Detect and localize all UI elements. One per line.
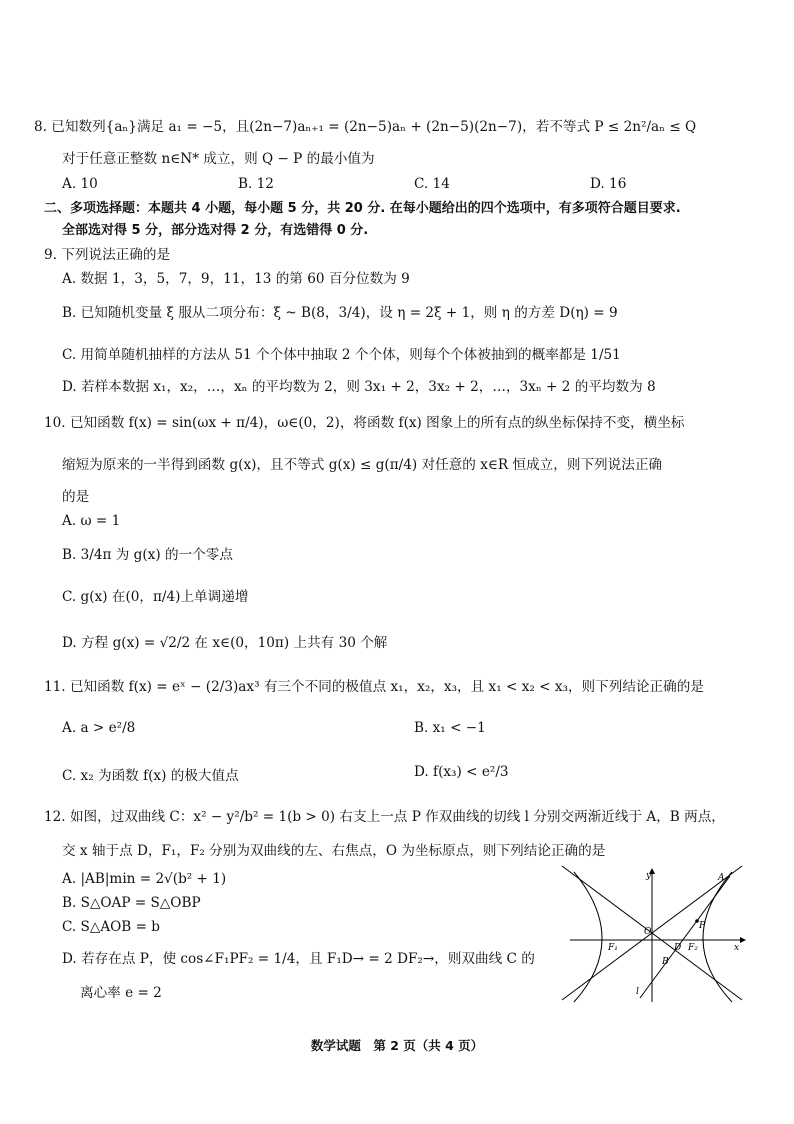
label-a: A bbox=[718, 873, 725, 883]
q9-stem: 9. 下列说法正确的是 bbox=[44, 247, 171, 263]
label-f1: F₁ bbox=[608, 943, 618, 953]
label-y: y bbox=[646, 871, 652, 881]
q9-option-c: C. 用简单随机抽样的方法从 51 个个体中抽取 2 个个体，则每个个体被抽到的概率都是 1/51 bbox=[62, 347, 621, 363]
q11-stem: 11. 已知函数 f(x) = eˣ − (2/3)ax³ 有三个不同的极值点 x₁，x₂，x₃，且 x₁ < x₂ < x₃，则下列结论正确的是 bbox=[44, 679, 704, 695]
q11-option-d: D. f(x₃) < e²/3 bbox=[414, 764, 509, 780]
q8-option-a: A. 10 bbox=[62, 176, 98, 192]
q12-option-d: D. 若存在点 P，使 cos∠F₁PF₂ = 1/4，且 F₁D→ = 2 DF₂→，则双曲线 C 的 bbox=[62, 951, 535, 967]
x-axis-arrow bbox=[740, 937, 746, 943]
q10-option-a: A. ω = 1 bbox=[62, 513, 121, 529]
label-x: x bbox=[734, 943, 740, 953]
q11-option-a: A. a > e²/8 bbox=[62, 720, 136, 736]
label-l: l bbox=[636, 987, 639, 997]
q12-option-c: C. S△AOB = b bbox=[62, 919, 161, 935]
q10-stem-cont: 缩短为原来的一半得到函数 g(x)，且不等式 g(x) ≤ g(π/4) 对任意的 x∈R 恒成立，则下列说法正确 bbox=[62, 457, 663, 473]
q8-stem: 8. 已知数列{aₙ}满足 a₁ = −5，且(2n−7)aₙ₊₁ = (2n−5)aₙ + (2n−5)(2n−7)，若不等式 P ≤ 2n²/aₙ ≤ Q bbox=[34, 119, 697, 135]
q9-option-b: B. 已知随机变量 ξ 服从二项分布：ξ ~ B(8，3/4)，设 η = 2ξ + 1，则 η 的方差 D(η) = 9 bbox=[62, 305, 618, 321]
q8-stem-cont: 对于任意正整数 n∈N* 成立，则 Q − P 的最小值为 bbox=[62, 151, 375, 167]
q8-option-b: B. 12 bbox=[238, 176, 274, 192]
label-p: P bbox=[699, 921, 706, 931]
q12-stem-cont: 交 x 轴于点 D，F₁，F₂ 分别为双曲线的左、右焦点，O 为坐标原点，则下列结论正确的是 bbox=[62, 843, 606, 859]
q12-stem: 12. 如图，过双曲线 C：x² − y²/b² = 1(b > 0) 右支上一点 P 作双曲线的切线 l 分别交两渐近线于 A，B 两点， bbox=[44, 809, 725, 825]
label-b: B bbox=[662, 957, 669, 967]
q11-option-c: C. x₂ 为函数 f(x) 的极大值点 bbox=[62, 768, 239, 784]
q8-option-c: C. 14 bbox=[414, 176, 450, 192]
page-footer: 数学试题 第 2 页（共 4 页） bbox=[310, 1038, 484, 1053]
q9-option-a: A. 数据 1，3，5，7，9，11，13 的第 60 百分位数为 9 bbox=[62, 271, 410, 287]
q10-stem: 10. 已知函数 f(x) = sin(ωx + π/4)，ω∈(0，2)，将函数 f(x) 图象上的所有点的纵坐标保持不变，横坐标 bbox=[44, 415, 685, 431]
q8-option-d: D. 16 bbox=[590, 176, 627, 192]
tangent-line bbox=[640, 876, 730, 998]
label-d: D bbox=[674, 943, 682, 953]
q10-option-d: D. 方程 g(x) = √2/2 在 x∈(0，10π) 上共有 30 个解 bbox=[62, 635, 388, 651]
q11-option-b: B. x₁ < −1 bbox=[414, 720, 486, 736]
q12-option-d-cont: 离心率 e = 2 bbox=[80, 985, 162, 1001]
q10-option-c: C. g(x) 在(0，π/4)上单调递增 bbox=[62, 589, 249, 605]
q12-option-a: A. |AB|min = 2√(b² + 1) bbox=[62, 871, 227, 887]
label-o: O bbox=[644, 927, 652, 937]
section2-scoring: 全部选对得 5 分，部分选对得 2 分，有选错得 0 分. bbox=[62, 223, 369, 238]
q9-option-d: D. 若样本数据 x₁，x₂，…，xₙ 的平均数为 2，则 3x₁ + 2，3x₂ + 2，…，3xₙ + 2 的平均数为 8 bbox=[62, 379, 656, 395]
q10-option-b: B. 3/4π 为 g(x) 的一个零点 bbox=[62, 547, 233, 563]
q12-option-b: B. S△OAP = S△OBP bbox=[62, 895, 201, 911]
hyperbola-figure bbox=[560, 864, 756, 1004]
left-branch bbox=[574, 872, 602, 1002]
label-f2: F₂ bbox=[688, 943, 698, 953]
q10-stem-end: 的是 bbox=[62, 489, 90, 505]
section2-heading: 二、多项选择题：本题共 4 小题，每小题 5 分，共 20 分. 在每小题给出的四个选项中，有多项符合题目要求. bbox=[44, 201, 681, 216]
